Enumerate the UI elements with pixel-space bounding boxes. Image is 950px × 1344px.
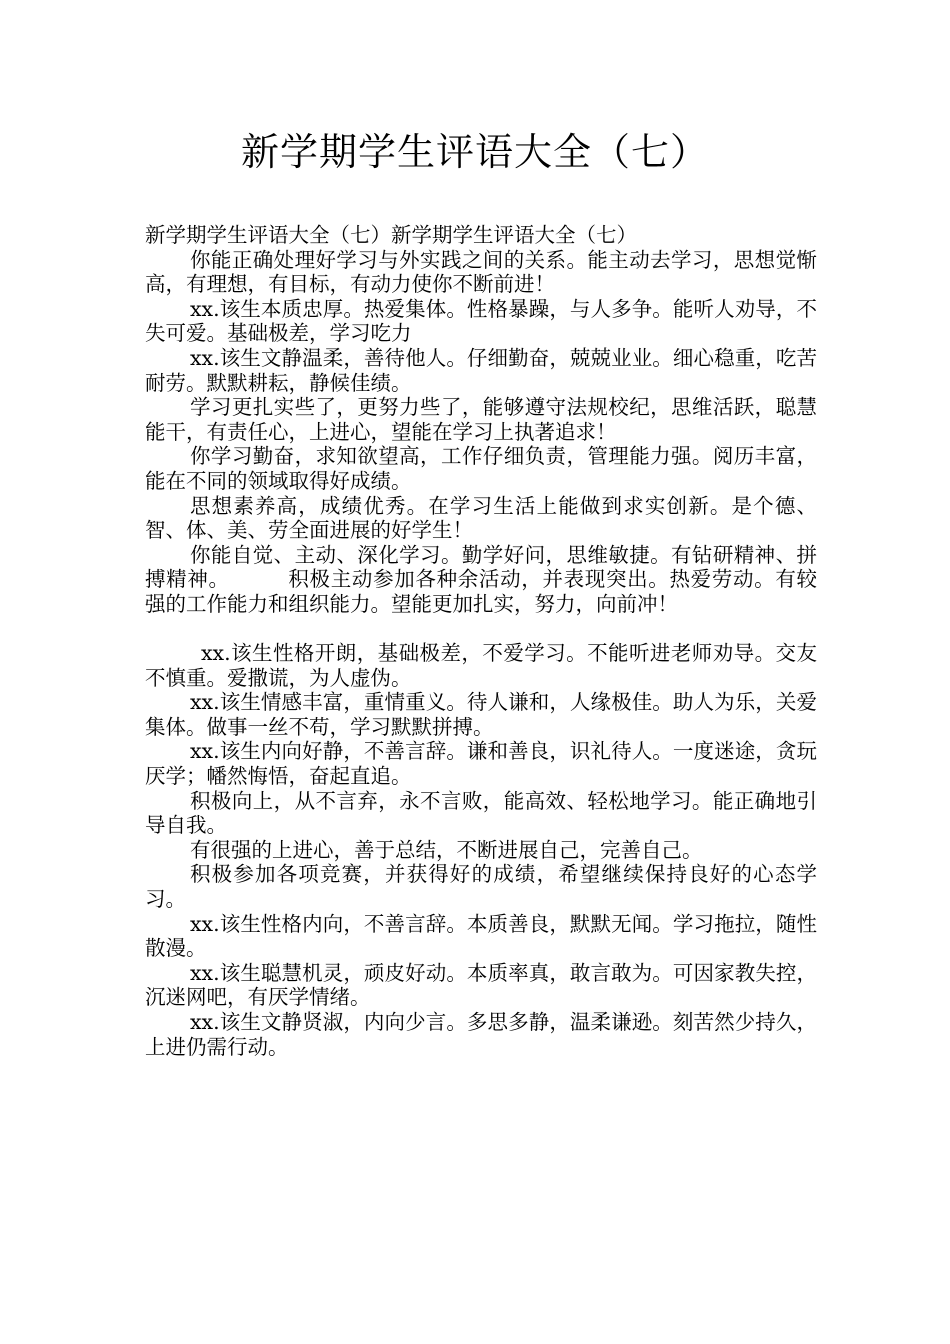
paragraph: [145, 543, 817, 617]
paragraph: xx.该生聪慧机灵，顽皮好动。本质率真，敢言敢为。可因家教失控，沉迷网吧，有厌学情绪。: [145, 960, 817, 1010]
paragraph: xx.该生内向好静，不善言辞。谦和善良，识礼待人。一度迷途，贪玩厌学；幡然悔悟，奋起直追。: [145, 739, 817, 789]
paragraph: 你能正确处理好学习与外实践之间的关系。能主动去学习，思想觉惭高，有理想，有目标，有动力使你不断前进！: [145, 247, 817, 297]
paragraph: xx.该生文静贤淑，内向少言。多思多静，温柔谦逊。刻苦然少持久，上进仍需行动。: [145, 1010, 817, 1059]
paragraph-part: 积极主动参加各种余活动，并表现突出。热爱劳动。有较强的工作能力和组织能力。望能更加扎实，努力，向前冲！: [145, 567, 818, 616]
paragraph: 学习更扎实些了，更努力些了，能够遵守法规校纪，思维活跃，聪慧能干，有责任心，上进心，望能在学习上执著追求！: [145, 395, 817, 444]
paragraph: xx.该生性格开朗，基础极差，不爱学习。不能听进老师劝导。交友不慎重。爱撒谎，为人虚伪。: [145, 641, 817, 690]
paragraph: 有很强的上进心，善于总结，不断进展自己，完善自己。: [190, 837, 703, 862]
paragraph: 积极参加各项竞赛，并获得好的成绩，希望继续保持良好的心态学习。: [145, 862, 817, 912]
paragraph: 你学习勤奋，求知欲望高，工作仔细负责，管理能力强。阅历丰富，能在不同的领域取得好成绩。: [145, 444, 817, 493]
paragraph: xx.该生文静温柔，善待他人。仔细勤奋，兢兢业业。细心稳重，吃苦耐劳。默默耕耘，静候佳绩。: [145, 345, 817, 395]
paragraph: 积极向上，从不言弃，永不言败，能高效、轻松地学习。能正确地引导自我。: [145, 788, 817, 838]
document-title: 新学期学生评语大全（七）: [240, 130, 709, 174]
paragraph-part: 你能自觉、主动、深化学习。勤学好问，思维敏捷。有钻研精神、拼搏精神。: [145, 542, 817, 592]
paragraph: 思想素养高，成绩优秀。在学习生活上能做到求实创新。是个德、智、体、美、劳全面进展的好学生！: [145, 493, 817, 543]
paragraph: xx.该生本质忠厚。热爱集体。性格暴躁，与人多争。能听人劝导，不失可爱。基础极差，学习吃力: [145, 296, 817, 346]
document-body: [145, 223, 817, 1059]
paragraph: xx.该生性格内向，不善言辞。本质善良，默默无闻。学习拖拉，随性散漫。: [145, 911, 817, 961]
paragraph: xx.该生情感丰富，重情重义。待人谦和，人缘极佳。助人为乐，关爱集体。做事一丝不苟，学习默默拼搏。: [145, 690, 817, 739]
lead-line: 新学期学生评语大全（七）新学期学生评语大全（七）: [145, 223, 637, 247]
